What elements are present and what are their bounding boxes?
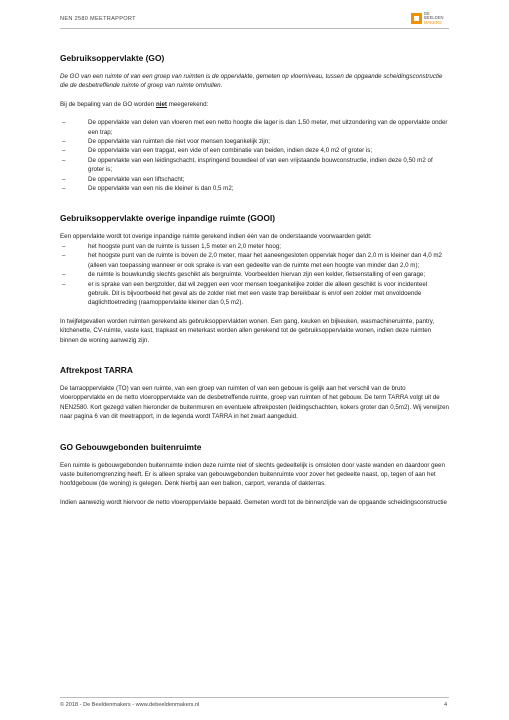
list-item: – het hoogste punt van de ruimte is boven de 2,0 meter, maar het aaneengesloten oppervlak hoger dan 2,0 m is kleiner dan 4,0 m2 (alleen van toepassing wanneer er ook sprake is van een gedeelte van de ruimte met een hoogte van minder dan 2,0 m); [60, 251, 450, 270]
logo-house-icon [411, 13, 422, 24]
section-title-tarra: Aftrekpost TARRA [60, 364, 133, 375]
section-title-buitenruimte: GO Gebouwgebonden buitenruimte [60, 441, 202, 452]
go-intro: Bij de bepaling van de GO worden niet meegerekend: [60, 100, 209, 108]
logo-wordmark: DE BEELDEN MAKERS [424, 11, 444, 25]
gooi-closing: In twijfelgevallen worden ruimten gerekend als gebruiksoppervlakten wonen. Een gang, keuken en bijkeuken, wasmachineruimte, pantry, kitchenette, CV-ruimte, vaste kast, trapkast en meterkast worden allen gerekend tot de gebruiksoppervlakte wonen, indien deze ruimten binnen de woning aanwezig zijn. [60, 317, 435, 344]
buitenruimte-body-1: Een ruimte is gebouwgebonden buitenruimte indien deze ruimte niet of slechts gedeeltelijk is omsloten door vaste wanden en daardoor geen vaste buitenomgrenzing heeft. Er is alleen sprake van gebouwgebonden buitenruimte voor zover het gedeelte naast, op, tegen of aan het hoofdgebouw (de woning) is gelegen. Denk hierbij aan een balkon, carport, veranda of dakterras. [60, 461, 445, 488]
go-definition: De GO van een ruimte of van een groep van ruimten is de oppervlakte, gemeten op vloerniveau, tussen de opgaande scheidingsconstructie die de desbetreffende ruimte of groep van ruimte omhullen. [60, 73, 443, 90]
tarra-body: De tarraoppervlakte (TO) van een ruimte, van een groep van ruimten of van een gebouw is gelijk aan het verschil van de bruto vloeroppervlakte en de netto vloeroppervlakte van de desbetreffende ruimte, groep van ruimten of het gebouw. De term TARRA volgt uit de NEN2580. Kort gezegd vallen hieronder de buitenmuren en eventuele aftrekposten (leidingschachten, kokers groter dan 0,5m2). Wij verwijzen naar pagina 6 van dit meetrapport, in de legenda wordt TARRA in het zwart aangeduid. [60, 384, 449, 421]
footer-divider [60, 697, 449, 698]
list-item: – De oppervlakte van een leidingschacht, inspringend bouwdeel of van een vrijstaande bouwconstructie, indien deze 0,50 m2 of groter is; [60, 156, 450, 175]
list-item: – De oppervlakte van delen van vloeren met een netto hoogte die lager is dan 1,50 meter, met uitzondering van de oppervlakte onder een trap; [60, 118, 450, 137]
list-item: – het hoogste punt van de ruimte is tussen 1,5 meter en 2,0 meter hoog; [60, 242, 450, 251]
footer-copyright: © 2018 - De Beeldenmakers - www.debeeldenmakers.nl [60, 702, 200, 708]
go-exclusion-list [60, 118, 450, 193]
list-item: – De oppervlakte van een liftschacht; [60, 175, 450, 184]
page-content [60, 53, 450, 507]
header-divider [60, 28, 449, 29]
company-logo [411, 12, 444, 25]
list-item: – De oppervlakte van ruimten die niet voor mensen toegankelijk zijn; [60, 137, 450, 146]
buitenruimte-body-2: Indien aanwezig wordt hiervoor de netto vloeroppervlakte bepaald. Gemeten wordt tot de binnenzijde van de opgaande scheidingsconstructie [60, 498, 447, 506]
section-title-gooi: Gebruiksoppervlakte overige inpandige ruimte (GOOI) [60, 213, 276, 224]
section-title-go: Gebruiksoppervlakte (GO) [60, 53, 165, 63]
list-item: – er is sprake van een bergzolder, dat wil zeggen een voor mensen toegankelijke zolder die alleen geschikt is voor incidenteel gebruik. Dit is bijvoorbeeld het geval als de zolder niet met een vaste trap bereikbaar is en/of een zolder met onvoldoende daglichttoetreding (raamoppervlakte kleiner dan 0,5 m2). [60, 280, 450, 308]
list-item: – De oppervlakte van een trapgat, een vide of een combinatie van beiden, indien deze 4,0 m2 of groter is; [60, 146, 450, 155]
report-header-label: NEN 2580 MEETRAPPORT [60, 16, 136, 22]
gooi-intro: Een oppervlakte wordt tot overige inpandige ruimte gerekend indien één van de onderstaande voorwaarden geldt: [60, 233, 372, 241]
gooi-condition-list [60, 242, 450, 308]
list-item: – De oppervlakte van een nis die kleiner is dan 0,5 m2; [60, 184, 450, 193]
list-item: – de ruimte is bouwkundig slechts geschikt als bergruimte. Voorbeelden hiervan zijn een kelder, fietsenstalling of een garage; [60, 270, 450, 279]
page-number: 4 [444, 702, 448, 708]
